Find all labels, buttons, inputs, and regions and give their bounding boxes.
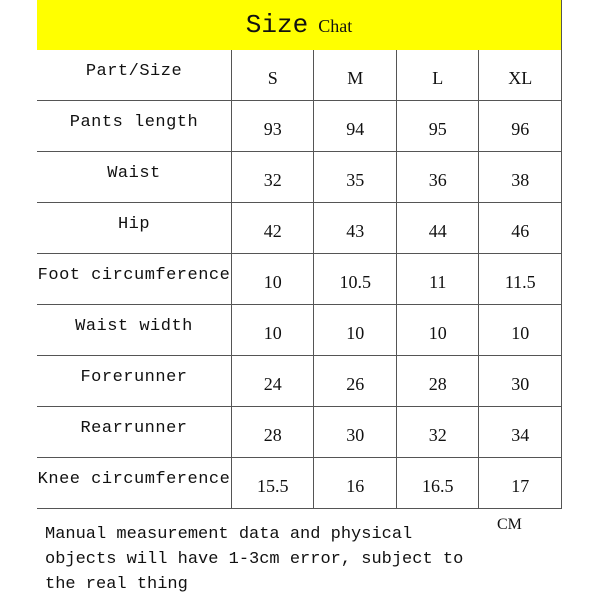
measurement-cell: 38 (479, 152, 562, 203)
size-table (37, 50, 562, 509)
measurement-cell: 32 (231, 152, 314, 203)
measurement-cell: 17 (479, 458, 562, 509)
measurement-cell: 26 (314, 356, 397, 407)
measurement-cell: 10 (396, 305, 479, 356)
unit-label: CM (497, 516, 522, 533)
table-row (37, 458, 562, 509)
measurement-cell: 24 (231, 356, 314, 407)
measurement-cell: 16.5 (396, 458, 479, 509)
title-main: Size (245, 10, 309, 40)
measurement-cell: 36 (396, 152, 479, 203)
part-label: Knee circumference (37, 458, 231, 509)
table-row (37, 407, 562, 458)
measurement-cell: 15.5 (231, 458, 314, 509)
measurement-cell: 43 (314, 203, 397, 254)
measurement-cell: 35 (314, 152, 397, 203)
table-row (37, 356, 562, 407)
measurement-cell: 11 (396, 254, 479, 305)
measurement-cell: 96 (479, 101, 562, 152)
part-label: Forerunner (37, 356, 231, 407)
measurement-cell: 95 (396, 101, 479, 152)
measurement-cell: 42 (231, 203, 314, 254)
measurement-cell: 30 (479, 356, 562, 407)
title-sub: Chat (318, 16, 353, 36)
measurement-cell: 10 (231, 305, 314, 356)
measurement-cell: 28 (396, 356, 479, 407)
part-label: Hip (37, 203, 231, 254)
size-header: S (231, 50, 314, 101)
header-row (37, 50, 562, 101)
part-label: Waist (37, 152, 231, 203)
part-label: Pants length (37, 101, 231, 152)
measurement-cell: 34 (479, 407, 562, 458)
table-row (37, 152, 562, 203)
size-header: XL (479, 50, 562, 101)
table-row (37, 203, 562, 254)
measurement-cell: 11.5 (479, 254, 562, 305)
measurement-cell: 10 (314, 305, 397, 356)
measurement-cell: 10 (479, 305, 562, 356)
measurement-cell: 16 (314, 458, 397, 509)
part-size-header: Part/Size (37, 50, 231, 101)
measurement-cell: 46 (479, 203, 562, 254)
chart-title (37, 0, 562, 50)
size-header: M (314, 50, 397, 101)
measurement-cell: 28 (231, 407, 314, 458)
measurement-cell: 30 (314, 407, 397, 458)
size-header: L (396, 50, 479, 101)
measurement-cell: 44 (396, 203, 479, 254)
measurement-cell: 32 (396, 407, 479, 458)
part-label: Waist width (37, 305, 231, 356)
part-label: Rearrunner (37, 407, 231, 458)
table-row (37, 254, 562, 305)
table-row (37, 101, 562, 152)
part-label: Foot circumference (37, 254, 231, 305)
measurement-cell: 94 (314, 101, 397, 152)
table-row (37, 305, 562, 356)
measurement-cell: 10.5 (314, 254, 397, 305)
measurement-cell: 10 (231, 254, 314, 305)
measurement-cell: 93 (231, 101, 314, 152)
measurement-note: Manual measurement data and physical objects will have 1-3cm error, subject to the real thing (45, 525, 464, 594)
